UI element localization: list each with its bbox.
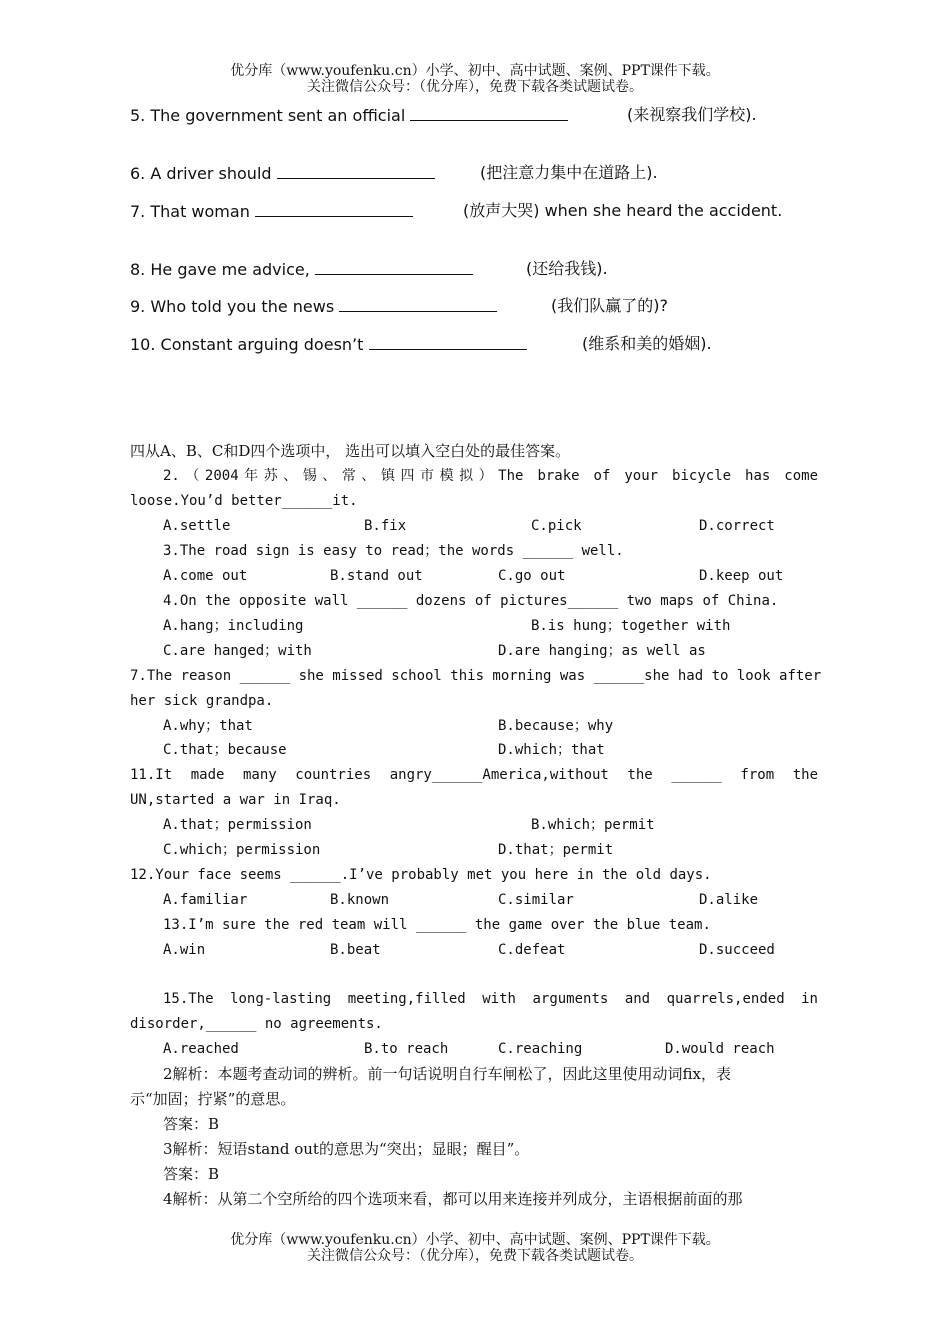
option-b: B.stand out bbox=[330, 568, 423, 584]
explanation-4-line-1: 4解析：从第二个空所给的四个选项来看，都可以用来连接并列成分，主语根据前面的那 bbox=[163, 1190, 743, 1208]
translation-item-6: 6. A driver should (把注意力集中在道路上). bbox=[130, 163, 658, 183]
question-2-line-1: 2.（2004年苏、锡、常、镇四市模拟）The brake of your bicycle has come bbox=[163, 468, 818, 484]
question-7-line-2: her sick grandpa. bbox=[130, 693, 274, 709]
option-a: A.settle bbox=[163, 518, 231, 534]
explanation-2-line-2: 示“加固；拧紧”的意思。 bbox=[130, 1090, 296, 1108]
explanation-3-line-1: 3解析：短语stand out的意思为“突出；显眼；醒目”。 bbox=[163, 1140, 530, 1158]
option-d: D.which；that bbox=[498, 742, 605, 758]
header-line-2: 关注微信公众号：（优分库），免费下载各类试题试卷。 bbox=[307, 79, 643, 95]
option-c: C.reaching bbox=[498, 1041, 583, 1057]
question-3-line-1: 3.The road sign is easy to read；the words ______ well. bbox=[163, 543, 624, 559]
option-a: A.win bbox=[163, 942, 206, 958]
option-b: B.which；permit bbox=[531, 817, 655, 833]
question-11-line-1: 11.It made many countries angry______America,without the ______ from the bbox=[130, 767, 818, 783]
option-b: B.known bbox=[330, 892, 390, 908]
option-c: C.which；permission bbox=[163, 842, 321, 858]
answer-blank bbox=[369, 334, 527, 350]
question-15-line-2: disorder,______ no agreements. bbox=[130, 1016, 383, 1032]
page-header bbox=[0, 63, 950, 95]
option-b: B.is hung；together with bbox=[531, 618, 731, 634]
option-a: A.hang；including bbox=[163, 618, 304, 634]
answer-blank bbox=[255, 201, 413, 217]
option-d: D.that；permit bbox=[498, 842, 614, 858]
question-13-line-1: 13.I’m sure the red team will ______ the game over the blue team. bbox=[163, 917, 711, 933]
translation-item-8: 8. He gave me advice, (还给我钱). bbox=[130, 259, 608, 279]
answer-blank bbox=[277, 163, 435, 179]
explanation-2-answer: 答案：B bbox=[163, 1115, 220, 1133]
option-d: D.succeed bbox=[699, 942, 775, 958]
header-line-1: 优分库（www.youfenku.cn）小学、初中、高中试题、案例、PPT课件下载。 bbox=[230, 63, 720, 79]
option-a: A.that；permission bbox=[163, 817, 312, 833]
footer-line-2: 关注微信公众号：（优分库），免费下载各类试题试卷。 bbox=[307, 1248, 643, 1264]
option-d: D.correct bbox=[699, 518, 775, 534]
option-d: D.keep out bbox=[699, 568, 784, 584]
explanation-3-answer: 答案：B bbox=[163, 1165, 220, 1183]
option-d: D.are hanging；as well as bbox=[498, 643, 706, 659]
option-d: D.would reach bbox=[665, 1041, 775, 1057]
translation-item-9: 9. Who told you the news (我们队赢了的)? bbox=[130, 296, 668, 316]
answer-blank bbox=[410, 105, 568, 121]
question-15-line-1: 15.The long-lasting meeting,filled with arguments and quarrels,ended in bbox=[163, 991, 818, 1007]
option-c: C.that；because bbox=[163, 742, 287, 758]
option-c: C.go out bbox=[498, 568, 566, 584]
translation-item-5: 5. The government sent an official (来视察我们学校). bbox=[130, 105, 757, 125]
option-b: B.because；why bbox=[498, 718, 614, 734]
option-c: C.pick bbox=[531, 518, 582, 534]
option-a: A.reached bbox=[163, 1041, 239, 1057]
option-c: C.are hanged；with bbox=[163, 643, 312, 659]
page-footer bbox=[0, 1232, 950, 1264]
option-b: B.to reach bbox=[364, 1041, 449, 1057]
answer-blank bbox=[339, 296, 497, 312]
question-11-line-2: UN,started a war in Iraq. bbox=[130, 792, 341, 808]
footer-line-1: 优分库（www.youfenku.cn）小学、初中、高中试题、案例、PPT课件下载。 bbox=[230, 1232, 720, 1248]
translation-item-7: 7. That woman (放声大哭) when she heard the accident. bbox=[130, 201, 783, 221]
question-4-line-1: 4.On the opposite wall ______ dozens of pictures______ two maps of China. bbox=[163, 593, 779, 609]
option-a: A.come out bbox=[163, 568, 248, 584]
option-b: B.fix bbox=[364, 518, 407, 534]
question-7-line-1: 7.The reason ______ she missed school this morning was ______she had to look after bbox=[130, 668, 822, 684]
translation-item-10: 10. Constant arguing doesn’t (维系和美的婚姻). bbox=[130, 334, 712, 354]
option-c: C.defeat bbox=[498, 942, 566, 958]
question-12-line-1: 12.Your face seems ______.I’ve probably met you here in the old days. bbox=[130, 867, 712, 883]
option-a: A.familiar bbox=[163, 892, 248, 908]
explanation-2-line-1: 2解析：本题考查动词的辨析。前一句话说明自行车闸松了，因此这里使用动词fix，表 bbox=[163, 1065, 732, 1083]
option-a: A.why；that bbox=[163, 718, 253, 734]
option-d: D.alike bbox=[699, 892, 759, 908]
section-title: 四从A、B、C和D四个选项中， 选出可以填入空白处的最佳答案。 bbox=[130, 442, 571, 460]
option-c: C.similar bbox=[498, 892, 574, 908]
answer-blank bbox=[315, 259, 473, 275]
option-b: B.beat bbox=[330, 942, 381, 958]
question-2-line-2: loose.You’d better______it. bbox=[130, 493, 358, 509]
